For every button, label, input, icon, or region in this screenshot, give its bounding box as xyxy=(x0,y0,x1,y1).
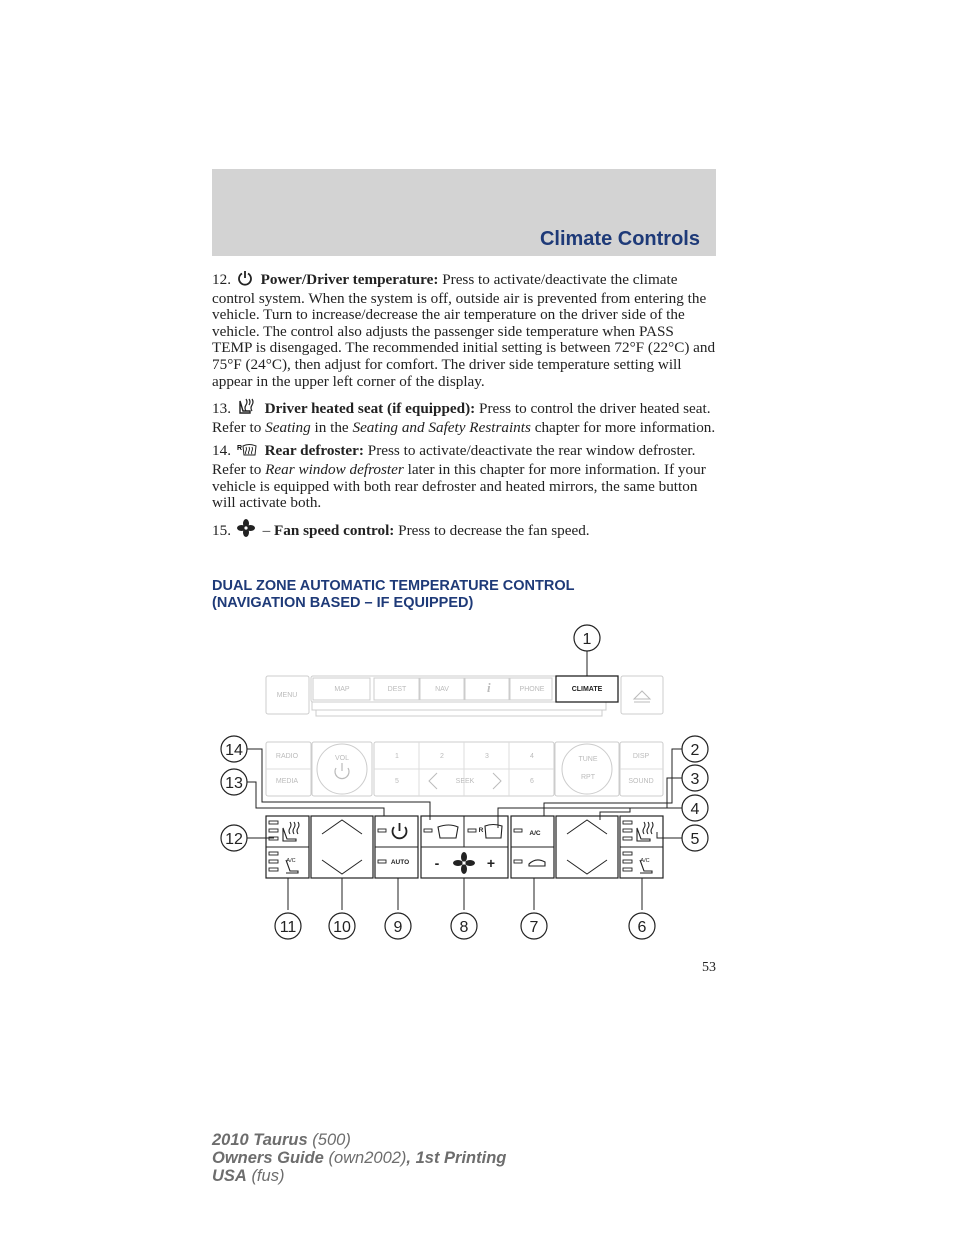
rpt-label: RPT xyxy=(581,774,595,781)
header-band xyxy=(212,169,716,256)
item-text: Press to activate/deactivate the rear window defroster. Refer to xyxy=(212,442,696,478)
fan-plus-label: + xyxy=(486,855,496,871)
footer-printing: , 1st Printing xyxy=(406,1149,507,1167)
callout-14: 14 xyxy=(225,742,243,759)
item-title: Driver heated seat (if equipped): xyxy=(264,400,476,418)
callout-8: 8 xyxy=(459,919,469,936)
power-icon xyxy=(237,270,253,291)
auto-label: AUTO xyxy=(390,859,410,866)
item-number: 15. xyxy=(212,521,231,539)
item-12 xyxy=(212,270,716,390)
callout-13: 13 xyxy=(225,775,243,792)
body-text xyxy=(212,270,716,548)
disp-label: DISP xyxy=(632,753,650,760)
item-title: Fan speed control: xyxy=(273,521,395,539)
nav-label: NAV xyxy=(435,686,449,693)
callout-3: 3 xyxy=(690,771,700,788)
callout-9: 9 xyxy=(393,919,403,936)
item-title: Power/Driver temperature: xyxy=(260,271,439,288)
preset-4-label: 4 xyxy=(530,753,534,760)
callout-5: 5 xyxy=(690,831,700,848)
item-number: 14. xyxy=(212,442,231,460)
item-text: Press to control the driver heated seat. Refer to xyxy=(212,400,711,436)
item-text: Press to activate/deactivate the climate control system. When the system is off, outside air is prevented from entering the vehicle. Turn to increase/decrease the air temperature on the driver side of the vehicle. The control also adjusts the passenger side temperature when PASS TEMP is disengaged. The recommended initial setting is between 72°F (22°C) and 75°F (24°C), then adjust for comfort. The driver side temperature setting will appear in the upper left corner of the display. xyxy=(212,271,716,390)
rear-label: R xyxy=(478,827,484,834)
item-title: Rear defroster: xyxy=(264,442,364,460)
fan-icon xyxy=(237,519,255,542)
footer xyxy=(212,1131,506,1185)
page-title: Climate Controls xyxy=(539,228,700,250)
footer-model: 2010 Taurus xyxy=(212,1131,308,1149)
preset-1-label: 1 xyxy=(395,753,399,760)
svg-text:R: R xyxy=(236,445,242,453)
section-heading xyxy=(212,578,716,611)
callout-12: 12 xyxy=(225,831,243,848)
callout-10: 10 xyxy=(333,919,351,936)
callout-6: 6 xyxy=(637,919,647,936)
preset-5-label: 5 xyxy=(395,778,399,785)
menu-label: MENU xyxy=(276,692,298,699)
phone-label: PHONE xyxy=(519,686,545,693)
reference: Seating xyxy=(265,418,311,436)
section-heading-line: (NAVIGATION BASED – IF EQUIPPED) xyxy=(212,594,474,611)
footer-line xyxy=(212,1131,506,1149)
fan-minus-label: - xyxy=(434,855,440,871)
preset-3-label: 3 xyxy=(485,753,489,760)
radio-label: RADIO xyxy=(275,753,299,760)
footer-line xyxy=(212,1149,506,1167)
footer-market: USA xyxy=(212,1167,247,1185)
ac-label: A/C xyxy=(529,830,541,837)
item-text: Press to decrease the fan speed. xyxy=(398,521,590,539)
control-panel-diagram xyxy=(212,620,712,950)
item-number: 12. xyxy=(212,271,231,288)
reference: Rear window defroster xyxy=(265,460,404,478)
climate-label: CLIMATE xyxy=(571,686,603,693)
sound-label: SOUND xyxy=(628,778,654,785)
rear-defrost-icon xyxy=(237,443,257,462)
footer-guide-code: (own2002) xyxy=(328,1149,407,1167)
dest-label: DEST xyxy=(387,686,407,693)
callout-4: 4 xyxy=(690,801,700,818)
info-icon: i xyxy=(487,680,491,695)
heated-seat-icon xyxy=(237,397,257,420)
item-15 xyxy=(212,519,716,542)
item-number: 13. xyxy=(212,400,231,418)
media-label: MEDIA xyxy=(275,778,299,785)
item-14 xyxy=(212,443,716,511)
item-text: chapter for more information. xyxy=(534,418,716,436)
callout-1: 1 xyxy=(582,631,592,648)
tune-label: TUNE xyxy=(578,756,598,763)
item-text: in the xyxy=(314,418,349,436)
item-text: later in this chapter for more information. If your vehicle is equipped with both rear defroster and heated mirrors, the same button will activate both. xyxy=(212,460,706,512)
preset-6-label: 6 xyxy=(530,778,534,785)
callout-2: 2 xyxy=(690,742,700,759)
footer-guide: Owners Guide xyxy=(212,1149,324,1167)
footer-line xyxy=(212,1167,506,1185)
item-title-prefix: – xyxy=(262,521,271,539)
footer-model-code: (500) xyxy=(312,1131,351,1149)
preset-2-label: 2 xyxy=(440,753,444,760)
page-number: 53 xyxy=(702,960,716,975)
vol-label: VOL xyxy=(334,755,350,762)
section-heading-line: DUAL ZONE AUTOMATIC TEMPERATURE CONTROL xyxy=(212,578,575,594)
driver-ac-seat-label: A/C xyxy=(286,858,296,864)
callout-11: 11 xyxy=(279,919,297,936)
map-label: MAP xyxy=(334,686,350,693)
seek-label: SEEK xyxy=(455,778,475,785)
pass-ac-seat-label: A/C xyxy=(640,858,650,864)
item-13 xyxy=(212,397,716,436)
reference: Seating and Safety Restraints xyxy=(352,418,531,436)
callout-7: 7 xyxy=(529,919,539,936)
footer-market-code: (fus) xyxy=(251,1167,285,1185)
